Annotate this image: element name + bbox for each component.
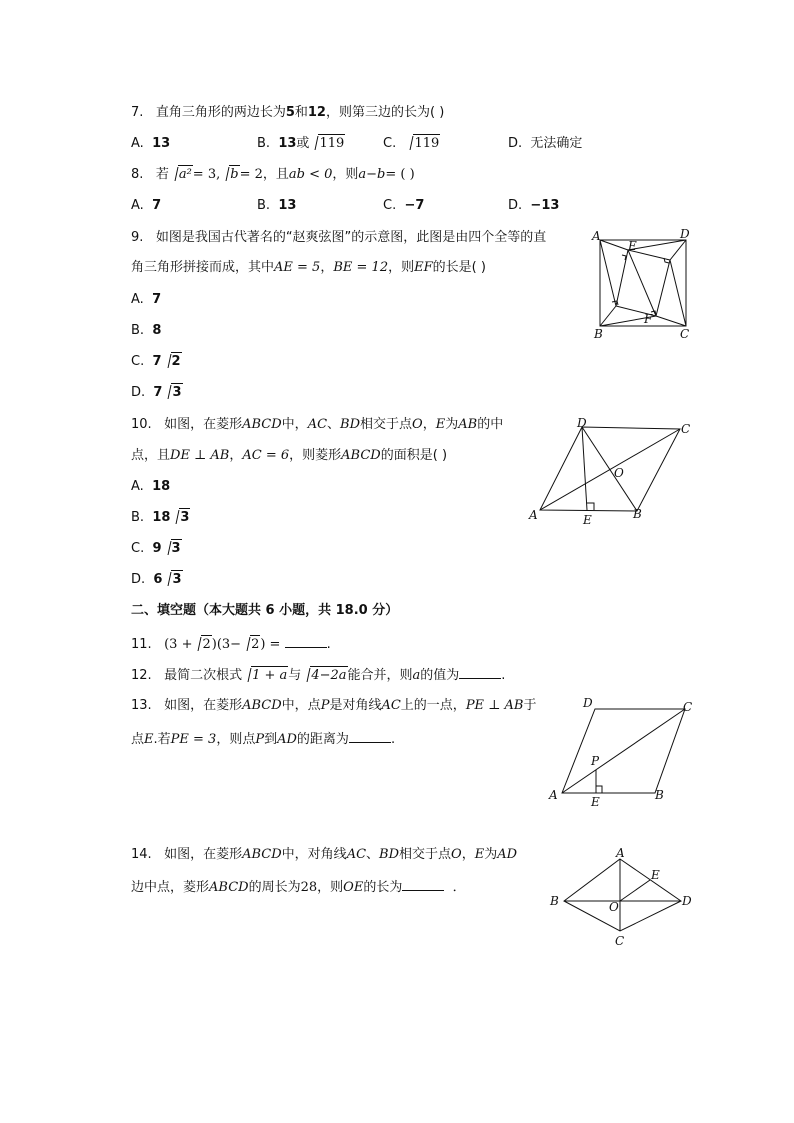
label-b: B: [633, 507, 642, 521]
q11-stem: 11. (3 + 2)(3− 2) = .: [131, 633, 331, 655]
label-a: A: [529, 508, 538, 522]
segment-ae: [600, 240, 628, 250]
q14-stem-line1: 14. 如图，在菱形ABCD中，对角线AC、BD相交于点O，E为AD: [131, 847, 518, 862]
q8-option-d: D. −13: [508, 198, 560, 213]
sqrt-symbol: 3: [171, 508, 190, 528]
q11-number: 11.: [131, 637, 152, 652]
q9-stem-line1: 9. 如图是我国古代著名的“赵爽弦图”的示意图，此图是由四个全等的直: [131, 230, 547, 245]
sqrt-symbol: 2: [193, 635, 211, 655]
q10-number: 10.: [131, 417, 152, 432]
inner-square: [616, 250, 670, 316]
label-d: D: [682, 894, 692, 908]
label-b: B: [550, 894, 559, 908]
right-angle-mark: [587, 503, 594, 510]
q10-stem-line2: 点，且DE ⊥ AB，AC = 6，则菱形ABCD的面积是( ): [131, 448, 448, 463]
q13-number: 13.: [131, 698, 152, 713]
sqrt-symbol: a²: [170, 165, 193, 185]
segment-de: [582, 427, 587, 510]
q9-option-c: C. 7 2: [131, 352, 182, 372]
sqrt-symbol: 2: [242, 635, 260, 655]
answer-blank[interactable]: [349, 728, 391, 743]
q10-figure-rhombus: [525, 415, 695, 530]
label-p: P: [591, 754, 600, 768]
q13-figure-rhombus: [545, 695, 695, 810]
q8-stem: 8. 若 a²= 3, b= 2，且ab < 0，则a−b= ( ): [131, 165, 415, 185]
sqrt-symbol: 2: [163, 352, 182, 372]
label-c: C: [615, 934, 625, 948]
q13-stem-line1: 13. 如图，在菱形ABCD中，点P是对角线AC上的一点，PE ⊥ AB于: [131, 698, 537, 713]
q7-option-b: B. 13或 119: [257, 134, 345, 154]
q7-number: 7.: [131, 105, 144, 120]
q14-number: 14.: [131, 847, 152, 862]
right-angle-mark: [622, 255, 626, 260]
q9-option-a: A. 7: [131, 292, 162, 307]
sqrt-symbol: b: [221, 165, 239, 185]
label-e: E: [591, 795, 600, 809]
answer-blank[interactable]: [402, 876, 444, 891]
label-c: C: [683, 700, 693, 714]
q10-option-d: D. 6 3: [131, 570, 183, 590]
label-o: O: [614, 466, 624, 480]
label-c: C: [681, 422, 691, 436]
label-a: A: [549, 788, 558, 802]
q8-option-a: A. 7: [131, 198, 162, 213]
rhombus-abcd: [564, 859, 681, 931]
sqrt-symbol: 119: [310, 134, 345, 154]
answer-blank[interactable]: [285, 633, 327, 648]
q8-option-c: C. −7: [383, 198, 425, 213]
segment-ef: [628, 250, 656, 316]
q9-number: 9.: [131, 230, 144, 245]
label-b: B: [594, 327, 603, 341]
label-o: O: [609, 900, 619, 914]
q14-stem-line2: 边中点，菱形ABCD的周长为28，则OE的长为 ．: [131, 876, 466, 898]
sqrt-symbol: 1 + a: [243, 666, 288, 686]
sqrt-symbol: 3: [163, 383, 182, 403]
sqrt-symbol: 3: [163, 570, 182, 590]
q7-option-d: D. 无法确定: [508, 136, 583, 151]
q7-option-a: A. 13: [131, 136, 171, 151]
label-e: E: [651, 868, 660, 882]
segment: [656, 316, 686, 326]
label-c: C: [680, 327, 690, 341]
segment: [600, 240, 616, 306]
q12-number: 12.: [131, 668, 152, 683]
label-d: D: [577, 416, 587, 430]
segment: [670, 240, 686, 260]
q10-option-c: C. 9 3: [131, 539, 182, 559]
diagonal-bd: [582, 427, 637, 511]
diagonal-ac: [562, 709, 685, 793]
label-f: F: [644, 312, 653, 326]
q10-stem-line1: 10. 如图，在菱形ABCD中，AC、BD相交于点O，E为AB的中: [131, 417, 504, 432]
label-e: E: [583, 513, 592, 527]
q10-option-b: B. 18 3: [131, 508, 190, 528]
segment: [600, 306, 616, 326]
q7-stem: 7. 直角三角形的两边长为5和12，则第三边的长为( ): [131, 105, 445, 120]
q14-figure-rhombus: [545, 845, 695, 955]
q13-stem-line2: 点E.若PE = 3，则点P到AD的距离为 .: [131, 728, 395, 750]
q8-option-b: B. 13: [257, 198, 297, 213]
answer-blank[interactable]: [459, 664, 501, 679]
q8-number: 8.: [131, 167, 144, 182]
label-e: E: [628, 239, 637, 253]
segment-oe: [620, 880, 650, 901]
label-d: D: [680, 227, 690, 241]
label-d: D: [583, 696, 593, 710]
right-angle-mark: [596, 786, 602, 793]
q9-figure-zhao-shuang-diagram: [590, 228, 700, 343]
q10-option-a: A. 18: [131, 479, 171, 494]
q12-stem: 12. 最简二次根式 1 + a与 4−2a能合并，则a的值为 .: [131, 664, 505, 686]
q9-stem-line2: 角三角形拼接而成，其中AE = 5，BE = 12，则EF的长是( ): [131, 260, 486, 275]
q7-option-c: C. 119: [383, 134, 440, 154]
q9-option-b: B. 8: [131, 323, 162, 338]
segment: [670, 260, 686, 326]
sqrt-symbol: 119: [405, 134, 440, 154]
label-a: A: [592, 229, 601, 243]
q9-option-d: D. 7 3: [131, 383, 183, 403]
section-title: 二、填空题（本大题共 6 小题，共 18.0 分）: [131, 603, 399, 618]
label-a: A: [616, 846, 625, 860]
sqrt-symbol: 3: [163, 539, 182, 559]
label-b: B: [655, 788, 664, 802]
sqrt-symbol: 4−2a: [302, 666, 347, 686]
